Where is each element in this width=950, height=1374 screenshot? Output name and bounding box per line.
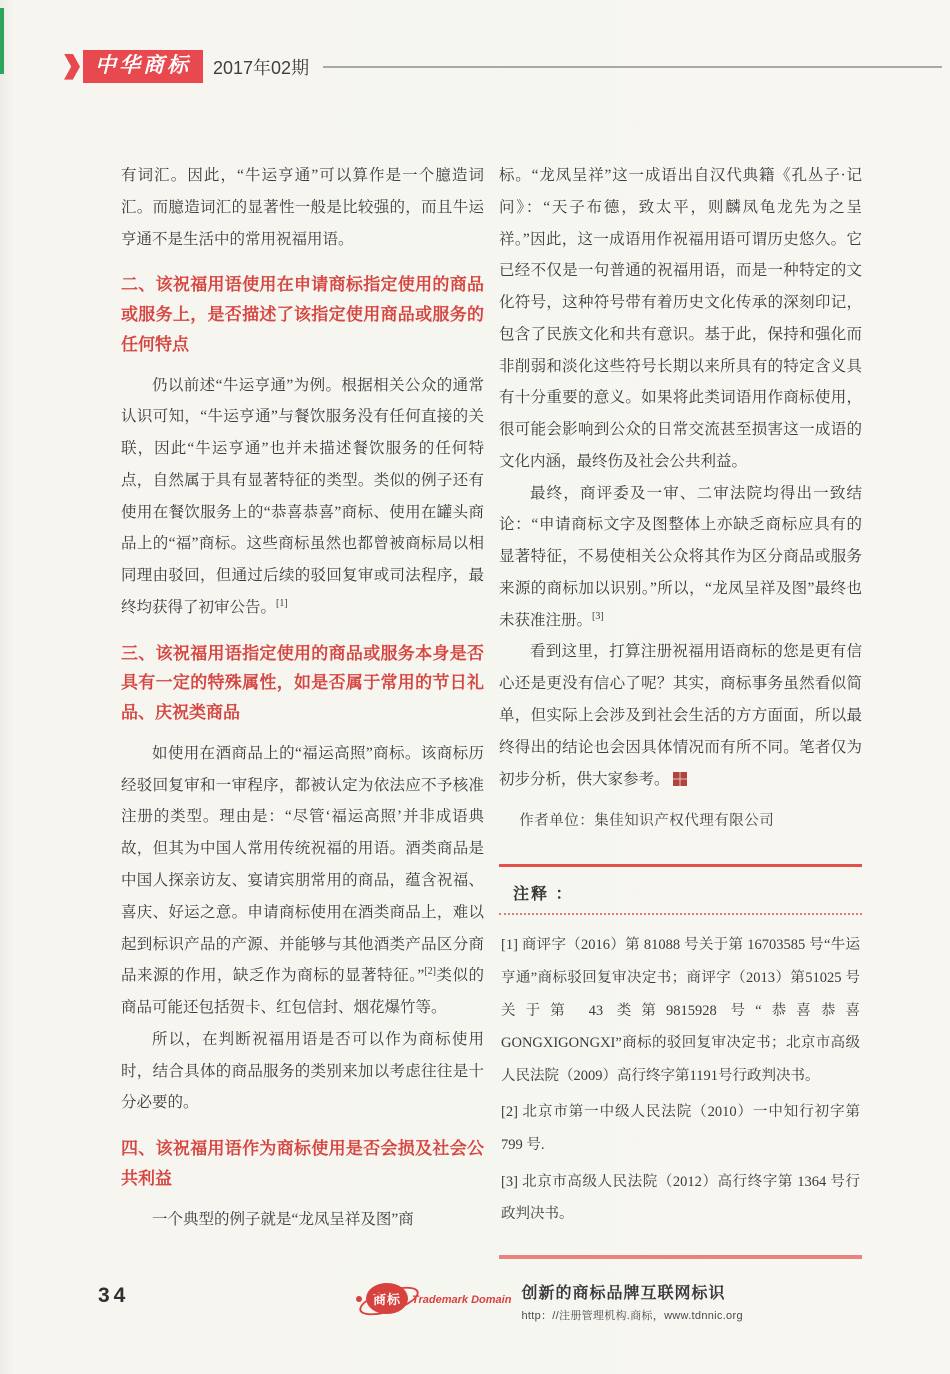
scan-edge-green-strip: [0, 8, 4, 74]
trademark-domain-brand: [356, 1278, 743, 1324]
brand-slogan: 创新的商标品牌互联网标识: [521, 1285, 726, 1302]
section-heading-2: 二、该祝福用语使用在申请商标指定使用的商品或服务上，是否描述了该指定使用商品或服务的任何特点: [121, 275, 484, 354]
page-footer: [0, 1278, 950, 1338]
footnote-item: [1] 商评字（2016）第 81088 号关于第 16703585 号“牛运亨通”商标驳回复审决定书；商评字（2013）第51025 号关于第 43 类第9815928 号“恭喜恭喜GONGXIGONGXI”商标的驳回复审决定书；北京市高级人民法院（2009）高行终字第1191号行政判决书。: [501, 937, 860, 1084]
paragraph: [121, 738, 484, 1024]
section-heading-3: 三、该祝福用语指定使用的商品或服务本身是否具有一定的特殊属性，如是否属于常用的节日礼品、庆祝类商品: [121, 643, 484, 723]
page-header: [64, 50, 942, 83]
section-heading-4: 四、该祝福用语作为商标使用是否会损及社会公共利益: [121, 1139, 484, 1188]
brand-text-block: [521, 1280, 742, 1323]
footnote-ref-1: [1]: [276, 597, 288, 609]
paragraph-text: 类似的商品可能还包括贺卡、红包信封、烟花爆竹等。: [121, 967, 484, 1017]
footnotes-bottom-rule: [499, 1255, 862, 1259]
paragraph: 一个典型的例子就是“龙凤呈祥及图”商: [152, 1210, 414, 1228]
footnotes-list: [499, 915, 862, 1245]
paragraph-text: 看到这里，打算注册祝福用语商标的您是更有信心还是更没有信心了呢？其实，商标事务虽然看似简单，但实际上会涉及到社会生活的方方面面，所以最终得出的结论也会因具体情况而有所不同。笔者仅为初步分析，供大家参考。: [499, 643, 862, 788]
badge-chevron-icon: [64, 54, 80, 80]
orbit-dot-icon: [356, 1296, 362, 1302]
footnotes-header: [499, 879, 862, 915]
issue-label: 2017年02期: [213, 57, 310, 78]
paragraph: [499, 478, 862, 637]
footnote-ref-2: [2]: [424, 966, 436, 978]
magazine-title-badge: 中华商标: [83, 50, 203, 83]
trademark-globe-logo-icon: [356, 1278, 418, 1324]
article-end-seal-icon: [673, 772, 687, 786]
paragraph-text: 如使用在酒商品上的“福运高照”商标。该商标历经驳回复审和一审程序，都被认定为依法应不予核准注册的类型。理由是：“尽管‘福运高照’并非成语典故，但其为中国人常用传统祝福的用语。酒类商品是中国人探亲访友、宴请宾朋常用的商品，蕴含祝福、喜庆、好运之意。申请商标使用在酒类商品上，难以起到标识产品的产源、并能够与其他酒类产品区分商品来源的作用，缺乏作为商标的显著特征。”: [121, 744, 484, 985]
paragraph: [499, 636, 862, 795]
paragraph: 有词汇。因此，“牛运亨通”可以算作是一个臆造词汇。而臆造词汇的显著性一般是比较强的，而且牛运亨通不是生活中的常用祝福用语。: [121, 167, 484, 248]
paragraph-text: 仍以前述“牛运亨通”为例。根据相关公众的通常认识可知，“牛运亨通”与餐饮服务没有任何直接的关联，因此“牛运亨通”也并未描述餐饮服务的任何特点，自然属于具有显著特征的类型。类似的例子还有使用在餐饮服务上的“恭喜恭喜”商标、使用在罐头商品上的“福”商标。这些商标虽然也都曾被商标局以相同理由驳回，但通过后续的驳回复审或司法程序，最终均获得了初审公告。: [121, 376, 484, 616]
paragraph: 标。“龙凤呈祥”这一成语出自汉代典籍《孔丛子·记问》：“天子布德，致太平，则麟凤龟龙先为之呈祥。”因此，这一成语用作祝福用语可谓历史悠久。它已经不仅是一句普通的祝福用语，而是一种特定的文化符号，这种符号带有着历史文化传承的深刻印记，包含了民族文化和共有意识。基于此，保持和强化而非削弱和淡化这些符号长期以来所具有的特定含义具有十分重要的意义。如果将此类词语用作商标使用，很可能会影响到公众的日常交流甚至损害这一成语的文化内涵，最终伤及社会公共利益。: [499, 167, 862, 470]
header-divider: [323, 66, 942, 68]
author-affiliation: 作者单位：集佳知识产权代理有限公司: [519, 813, 775, 830]
brand-name: Trademark Domain: [412, 1294, 512, 1306]
paragraph-text: 最终，商评委及一审、二审法院均得出一致结论：“申请商标文字及图整体上亦缺乏商标应具有的显著特征，不易使相关公众将其作为区分商品或服务来源的商标加以识别。”所以，“龙凤呈祥及图”最终也未获准注册。: [499, 484, 862, 629]
globe-icon: 商标: [366, 1283, 408, 1314]
footnote-item: [3] 北京市高级人民法院（2012）高行终字第 1364 号行政判决书。: [501, 1173, 860, 1223]
left-column: [121, 160, 484, 1259]
footnotes-label: 注释 ：: [513, 886, 574, 904]
article-columns: [121, 160, 862, 1259]
right-column: [499, 160, 862, 1259]
paragraph: 所以，在判断祝福用语是否可以作为商标使用时，结合具体的商品服务的类别来加以考虑往往是十分必要的。: [121, 1030, 484, 1112]
brand-url: http：//注册管理机构.商标，www.tdnnic.org: [521, 1310, 743, 1322]
footnote-item: [2] 北京市第一中级人民法院（2010）一中知行初字第799 号.: [501, 1104, 860, 1154]
paragraph: [121, 370, 484, 624]
footnotes-box: [499, 864, 862, 1259]
footnote-ref-3: [3]: [592, 610, 604, 622]
page-number: 34: [98, 1284, 130, 1307]
